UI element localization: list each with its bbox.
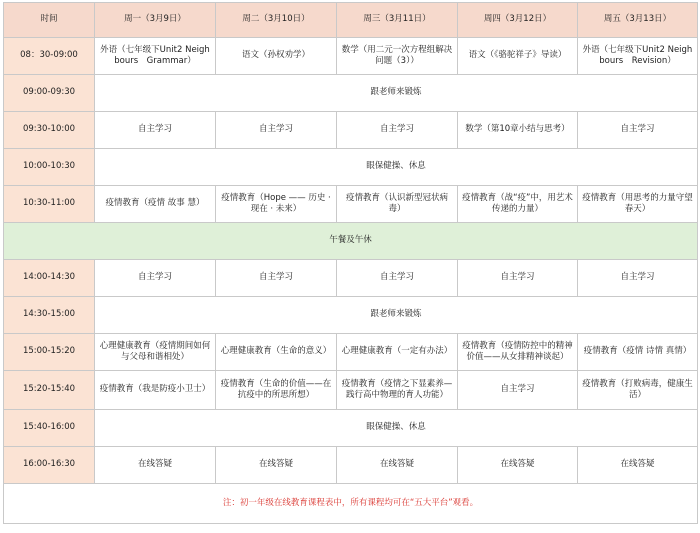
- table-row: [4, 75, 698, 112]
- lesson-cell: 自主学习: [95, 260, 216, 297]
- header-time: 时间: [4, 3, 95, 38]
- lesson-cell: 心理健康教育（生命的意义）: [216, 334, 337, 371]
- table-row: [4, 371, 698, 410]
- lesson-cell: 自主学习: [216, 112, 337, 149]
- time-cell: 10:30-11:00: [4, 186, 95, 223]
- lesson-cell: 数学（第10章小结与思考）: [458, 112, 578, 149]
- spanning-activity-cell: 眼保健操、休息: [95, 410, 698, 447]
- lesson-cell: 疫情教育（疫情之下显素养—践行高中物理的育人功能）: [337, 371, 458, 410]
- lesson-cell: 疫情教育（战“疫”中，用艺术传递的力量）: [458, 186, 578, 223]
- lesson-cell: 自主学习: [458, 260, 578, 297]
- lesson-cell: 疫情教育（用思考的力量守望春天）: [578, 186, 698, 223]
- lesson-cell: 自主学习: [337, 260, 458, 297]
- table-row: [4, 297, 698, 334]
- spanning-activity-cell: 跟老师来锻炼: [95, 75, 698, 112]
- lesson-cell: 外语（七年级下Unit2 Neighbours Grammar）: [95, 38, 216, 75]
- lesson-cell: 疫情教育（打败病毒，健康生活）: [578, 371, 698, 410]
- time-cell: 15:40-16:00: [4, 410, 95, 447]
- lesson-cell: 外语（七年级下Unit2 Neighbours Revision）: [578, 38, 698, 75]
- lesson-cell: 自主学习: [458, 371, 578, 410]
- lesson-cell: 疫情教育（疫情防控中的精神价值——从女排精神谈起）: [458, 334, 578, 371]
- time-cell: 15:20-15:40: [4, 371, 95, 410]
- table-row: [4, 38, 698, 75]
- lesson-cell: 在线答疑: [578, 447, 698, 484]
- time-cell: 14:00-14:30: [4, 260, 95, 297]
- lesson-cell: 疫情教育（我是防疫小卫士）: [95, 371, 216, 410]
- schedule-container: [3, 2, 697, 523]
- lesson-cell: 疫情教育（Hope —— 历史 · 现在 · 未来）: [216, 186, 337, 223]
- lesson-cell: 疫情教育（疫情 诗情 真情）: [578, 334, 698, 371]
- table-row: [4, 334, 698, 371]
- time-cell: 15:00-15:20: [4, 334, 95, 371]
- schedule-table: [3, 2, 698, 524]
- time-cell: 09:30-10:00: [4, 112, 95, 149]
- note-row: [4, 484, 698, 524]
- time-cell: 14:30-15:00: [4, 297, 95, 334]
- lesson-cell: 语文（《骆驼祥子》导读）: [458, 38, 578, 75]
- lesson-cell: 疫情教育（认识新型冠状病毒）: [337, 186, 458, 223]
- table-row: [4, 149, 698, 186]
- table-row: [4, 410, 698, 447]
- lesson-cell: 自主学习: [216, 260, 337, 297]
- header-row: [4, 3, 698, 38]
- lesson-cell: 自主学习: [578, 112, 698, 149]
- spanning-activity-cell: 跟老师来锻炼: [95, 297, 698, 334]
- time-cell: 09:00-09:30: [4, 75, 95, 112]
- footnote: 注：初一年级在线教育课程表中，所有课程均可在“五大平台”观看。: [4, 484, 698, 524]
- lesson-cell: 疫情教育（生命的价值——在抗疫中的所思所想）: [216, 371, 337, 410]
- lesson-cell: 自主学习: [578, 260, 698, 297]
- lunch-cell: 午餐及午休: [4, 223, 698, 260]
- lesson-cell: 心理健康教育（一定有办法）: [337, 334, 458, 371]
- lesson-cell: 语文（孙权劝学）: [216, 38, 337, 75]
- table-row: [4, 447, 698, 484]
- lesson-cell: 自主学习: [95, 112, 216, 149]
- time-cell: 10:00-10:30: [4, 149, 95, 186]
- time-cell: 16:00-16:30: [4, 447, 95, 484]
- lesson-cell: 心理健康教育（疫情期间如何与父母和谐相处）: [95, 334, 216, 371]
- time-cell: 08：30-09:00: [4, 38, 95, 75]
- lesson-cell: 疫情教育（疫情 故事 慧）: [95, 186, 216, 223]
- lesson-cell: 在线答疑: [95, 447, 216, 484]
- header-friday: 周五（3月13日）: [578, 3, 698, 38]
- header-thursday: 周四（3月12日）: [458, 3, 578, 38]
- lesson-cell: 在线答疑: [458, 447, 578, 484]
- spanning-activity-cell: 眼保健操、休息: [95, 149, 698, 186]
- lesson-cell: 自主学习: [337, 112, 458, 149]
- table-row: [4, 186, 698, 223]
- header-wednesday: 周三（3月11日）: [337, 3, 458, 38]
- lesson-cell: 数学（用二元一次方程组解决问题（3））: [337, 38, 458, 75]
- lesson-cell: 在线答疑: [216, 447, 337, 484]
- header-tuesday: 周二（3月10日）: [216, 3, 337, 38]
- table-row: [4, 112, 698, 149]
- table-row: [4, 260, 698, 297]
- header-monday: 周一（3月9日）: [95, 3, 216, 38]
- lunch-row: [4, 223, 698, 260]
- lesson-cell: 在线答疑: [337, 447, 458, 484]
